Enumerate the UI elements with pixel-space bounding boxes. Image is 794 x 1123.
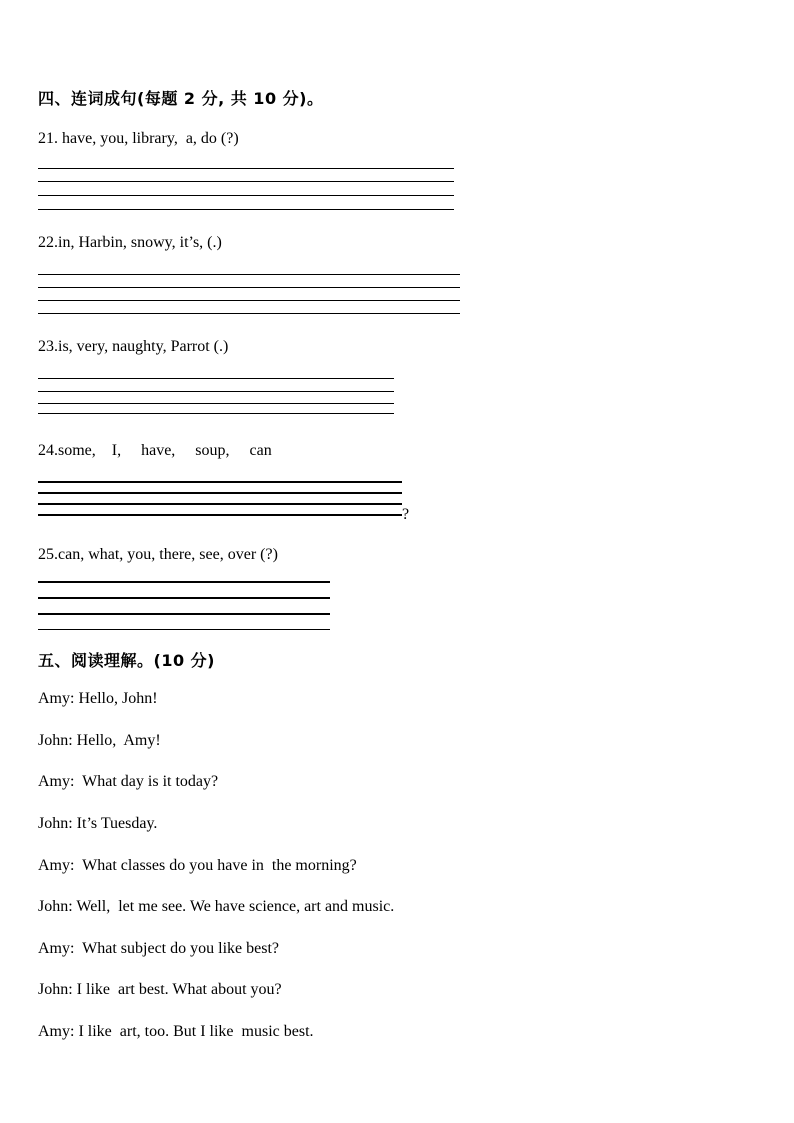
dialog-line: Amy: I like art, too. But I like music best. xyxy=(38,1023,314,1040)
answer-line xyxy=(38,413,394,414)
answer-line xyxy=(38,287,460,288)
dialog-line: John: Well, let me see. We have science, art and music. xyxy=(38,898,395,915)
answer-line xyxy=(38,274,460,275)
question-23: 23.is, very, naughty, Parrot (.) xyxy=(38,338,229,355)
answer-line xyxy=(38,300,460,301)
dialog-line: Amy: What classes do you have in the morning? xyxy=(38,857,357,874)
answer-line xyxy=(38,597,330,599)
answer-line xyxy=(38,168,454,169)
question-21: 21. have, you, library, a, do (?) xyxy=(38,130,239,147)
answer-line xyxy=(38,209,454,210)
answer-line xyxy=(38,181,454,182)
answer-line xyxy=(38,492,402,494)
dialog-line: John: I like art best. What about you? xyxy=(38,981,282,998)
answer-line xyxy=(38,391,394,392)
answer-line xyxy=(38,581,330,583)
dialog-line: Amy: What day is it today? xyxy=(38,773,219,790)
answer-line xyxy=(38,629,330,630)
section-5-heading: 五、阅读理解。(10 分) xyxy=(38,651,215,670)
answer-line xyxy=(38,481,402,483)
dialog-line: Amy: What subject do you like best? xyxy=(38,940,279,957)
section-4-heading: 四、连词成句(每题 2 分, 共 10 分)。 xyxy=(38,89,324,108)
answer-line xyxy=(38,313,460,314)
dialog-line: Amy: Hello, John! xyxy=(38,690,158,707)
answer-line xyxy=(38,503,402,505)
answer-line xyxy=(38,613,330,615)
question-24: 24.some, I, have, soup, can xyxy=(38,442,272,459)
answer-line xyxy=(38,403,394,404)
answer-line xyxy=(38,378,394,379)
answer-line xyxy=(38,514,402,516)
dialog-line: John: It’s Tuesday. xyxy=(38,815,158,832)
dialog-line: John: Hello, Amy! xyxy=(38,732,161,749)
answer-line xyxy=(38,195,454,196)
question-25: 25.can, what, you, there, see, over (?) xyxy=(38,546,278,563)
question-mark: ? xyxy=(402,506,410,523)
question-22: 22.in, Harbin, snowy, it’s, (.) xyxy=(38,234,222,251)
